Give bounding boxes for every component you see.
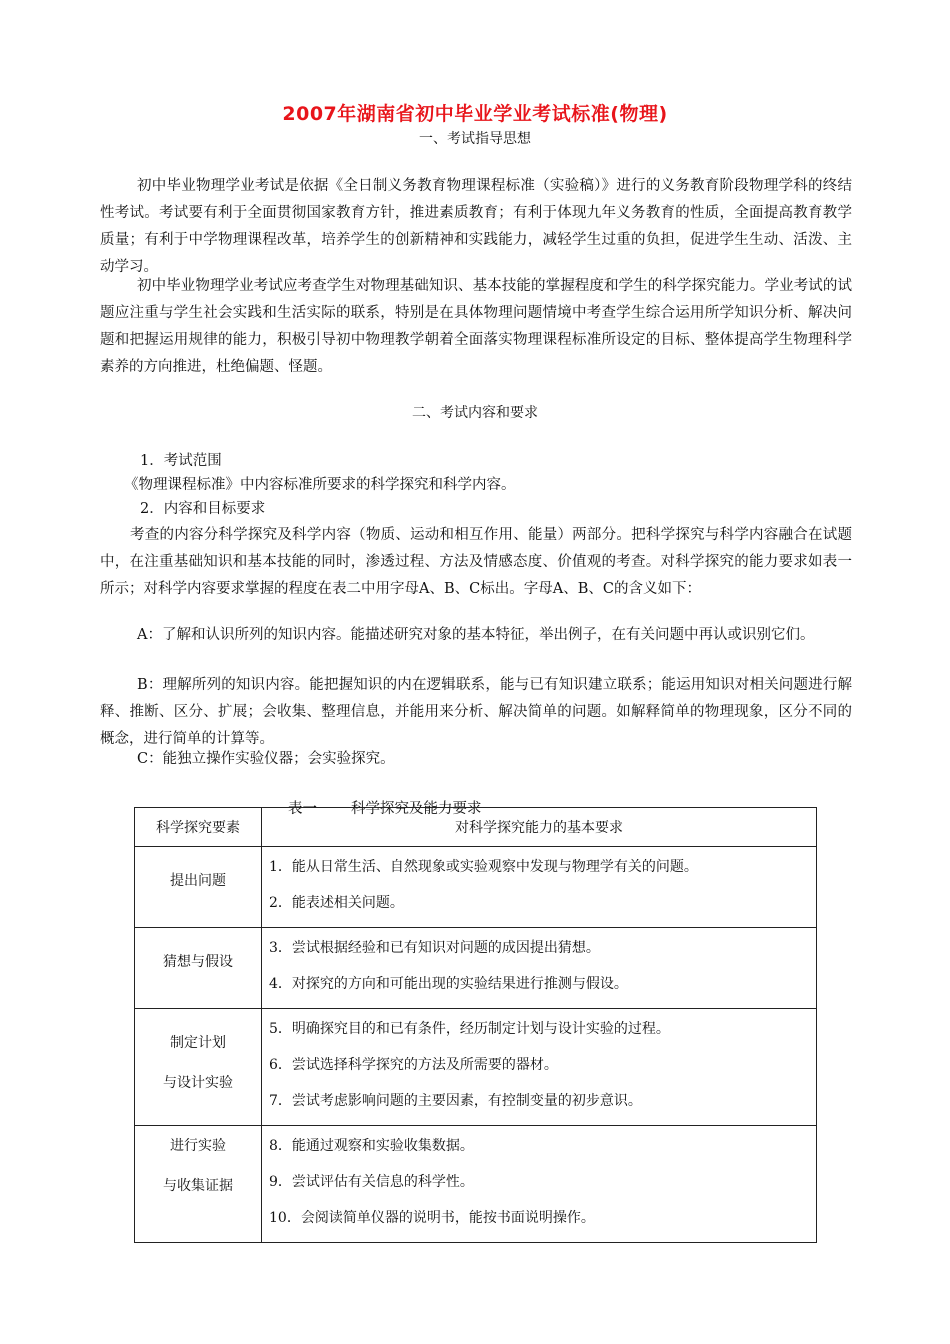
item-text-scope: 《物理课程标准》中内容标准所要求的科学探究和科学内容。 [124,477,516,493]
document-title: 2007年湖南省初中毕业学业考试标准(物理) [282,103,668,125]
inquiry-element-cell [135,1126,262,1243]
requirement-item: 1．能从日常生活、自然现象或实验观察中发现与物理学有关的问题。 [269,859,698,875]
inquiry-element-cell [135,847,262,928]
inquiry-element-cell [135,928,262,1009]
level-a-definition: A：了解和认识所列的知识内容。能描述研究对象的基本特征，举出例子，在有关问题中再认或识别它们。 [137,627,815,643]
level-b-definition: B：理解所列的知识内容。能把握知识的内在逻辑联系，能与已有知识建立联系；能运用知识对相关问题进行解释、推断、区分、扩展；会收集、整理信息，并能用来分析、解决简单的问题。如解释简单的物理现象，区分不同的概念，进行简单的计算等。 [100,677,852,747]
requirement-item: 6．尝试选择科学探究的方法及所需要的器材。 [269,1057,558,1073]
inquiry-element-label: 猜想与假设 [163,954,233,970]
paragraph-guiding-1: 初中毕业物理学业考试是依据《全日制义务教育物理课程标准（实验稿）》进行的义务教育阶段物理学科的终结性考试。考试要有利于全面贯彻国家教育方针，推进素质教育；有利于体现九年义务教育的性质，全面提高教育教学质量；有利于中学物理课程改革，培养学生的创新精神和实践能力，减轻学生过重的负担，促进学生生动、活泼、主动学习。 [100,178,852,275]
item-heading-content: 2．内容和目标要求 [140,501,266,517]
header-basic-requirements: 对科学探究能力的基本要求 [262,808,817,847]
table-header-row [135,808,817,847]
requirement-item: 9．尝试评估有关信息的科学性。 [269,1174,474,1190]
requirement-item: 5．明确探究目的和已有条件，经历制定计划与设计实验的过程。 [269,1021,670,1037]
item-heading-scope: 1．考试范围 [140,453,222,469]
inquiry-element-label: 与收集证据 [163,1178,233,1194]
section-heading-1: 一、考试指导思想 [419,131,531,147]
requirements-cell [262,847,817,928]
table-row [135,1009,817,1126]
requirement-item: 3．尝试根据经验和已有知识对问题的成因提出猜想。 [269,940,600,956]
inquiry-element-label: 进行实验 [170,1138,226,1154]
table-row [135,928,817,1009]
requirement-item: 8．能通过观察和实验收集数据。 [269,1138,474,1154]
table-caption-label: 表一 [288,801,317,817]
requirements-cell [262,928,817,1009]
table-caption-title: 科学探究及能力要求 [351,801,482,817]
table-row [135,847,817,928]
header-inquiry-element: 科学探究要素 [135,808,262,847]
inquiry-requirements-table [134,807,817,1243]
requirements-cell [262,1126,817,1243]
inquiry-element-label: 制定计划 [170,1035,226,1051]
inquiry-element-label: 与设计实验 [163,1075,233,1091]
section-heading-2: 二、考试内容和要求 [412,405,538,421]
inquiry-element-cell [135,1009,262,1126]
requirements-cell [262,1009,817,1126]
level-c-definition: C：能独立操作实验仪器；会实验探究。 [137,751,395,767]
paragraph-guiding-2: 初中毕业物理学业考试应考查学生对物理基础知识、基本技能的掌握程度和学生的科学探究能力。学业考试的试题应注重与学生社会实践和生活实际的联系，特别是在具体物理问题情境中考查学生综合运用所学知识分析、解决问题和把握运用规律的能力，积极引导初中物理教学朝着全面落实物理课程标准所设定的目标、整体提高学生物理科学素养的方向推进，杜绝偏题、怪题。 [100,278,852,375]
requirement-item: 4．对探究的方向和可能出现的实验结果进行推测与假设。 [269,976,628,992]
requirement-item: 2．能表述相关问题。 [269,895,404,911]
table-row [135,1126,817,1243]
paragraph-content-requirements: 考查的内容分科学探究及科学内容（物质、运动和相互作用、能量）两部分。把科学探究与科学内容融合在试题中，在注重基础知识和基本技能的同时，渗透过程、方法及情感态度、价值观的考查。对科学探究的能力要求如表一所示；对科学内容要求掌握的程度在表二中用字母A、B、C标出。字母A、B、C的含义如下： [100,527,852,597]
inquiry-element-label: 提出问题 [170,873,226,889]
requirement-item: 7．尝试考虑影响问题的主要因素，有控制变量的初步意识。 [269,1093,642,1109]
requirement-item: 10．会阅读简单仪器的说明书，能按书面说明操作。 [269,1210,595,1226]
